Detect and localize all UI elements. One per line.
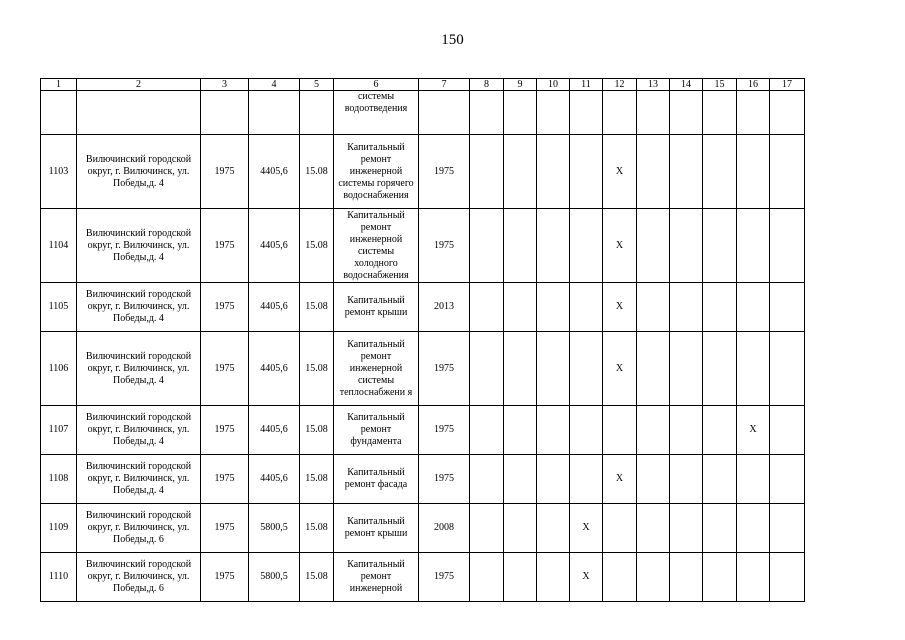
cell-address: Вилючинский городской округ, г. Вилючинск, ул. Победы,д. 4 — [77, 209, 201, 283]
header-col-7: 7 — [419, 79, 470, 91]
header-col-10: 10 — [537, 79, 570, 91]
cell-empty — [504, 135, 537, 209]
cell-work-type: Капитальный ремонт инженерной системы холодного водоснабжения — [334, 209, 419, 283]
cell-empty — [470, 135, 504, 209]
cell-empty — [703, 283, 737, 332]
cell-empty — [670, 553, 703, 602]
cell-area: 4405,6 — [249, 209, 300, 283]
cell-work-type: Капитальный ремонт крыши — [334, 504, 419, 553]
cell-build-year: 1975 — [201, 455, 249, 504]
cell-empty — [504, 504, 537, 553]
header-col-16: 16 — [737, 79, 770, 91]
cell-build-year: 1975 — [201, 553, 249, 602]
cell-empty — [703, 455, 737, 504]
cell-date: 15.08 — [300, 332, 334, 406]
cell-date: 15.08 — [300, 504, 334, 553]
cell-empty — [737, 91, 770, 135]
cell-empty — [537, 455, 570, 504]
cell-empty — [201, 91, 249, 135]
page-number: 150 — [441, 32, 464, 48]
continuation-row — [41, 91, 805, 135]
cell-empty — [537, 504, 570, 553]
cell-mark: X — [570, 553, 603, 602]
cell-empty — [670, 91, 703, 135]
cell-empty — [470, 455, 504, 504]
cell-empty — [770, 455, 805, 504]
header-col-14: 14 — [670, 79, 703, 91]
cell-mark: X — [603, 283, 637, 332]
cell-id: 1107 — [41, 406, 77, 455]
cell-empty — [537, 553, 570, 602]
cell-empty — [603, 406, 637, 455]
cell-empty — [637, 553, 670, 602]
cell-mark: X — [570, 504, 603, 553]
cell-address: Вилючинский городской округ, г. Вилючинск, ул. Победы,д. 4 — [77, 332, 201, 406]
cell-work-type: Капитальный ремонт крыши — [334, 283, 419, 332]
cell-date: 15.08 — [300, 283, 334, 332]
header-row — [41, 79, 805, 91]
cell-empty — [570, 209, 603, 283]
cell-date: 15.08 — [300, 406, 334, 455]
cell-empty — [770, 283, 805, 332]
cell-area: 4405,6 — [249, 332, 300, 406]
cell-work-year: 1975 — [419, 553, 470, 602]
cell-address: Вилючинский городской округ, г. Вилючинск, ул. Победы,д. 4 — [77, 406, 201, 455]
cell-address: Вилючинский городской округ, г. Вилючинск, ул. Победы,д. 6 — [77, 553, 201, 602]
header-col-6: 6 — [334, 79, 419, 91]
cell-empty — [703, 332, 737, 406]
cell-empty — [470, 406, 504, 455]
cell-area: 4405,6 — [249, 283, 300, 332]
cell-empty — [537, 135, 570, 209]
cell-date: 15.08 — [300, 209, 334, 283]
cell-empty — [300, 91, 334, 135]
cell-build-year: 1975 — [201, 406, 249, 455]
cell-id: 1109 — [41, 504, 77, 553]
cell-address: Вилючинский городской округ, г. Вилючинск, ул. Победы,д. 6 — [77, 504, 201, 553]
cell-area: 5800,5 — [249, 553, 300, 602]
header-col-5: 5 — [300, 79, 334, 91]
cell-empty — [703, 553, 737, 602]
cell-address: Вилючинский городской округ, г. Вилючинск, ул. Победы,д. 4 — [77, 135, 201, 209]
cell-area: 4405,6 — [249, 406, 300, 455]
cell-empty — [570, 406, 603, 455]
table-row — [41, 283, 805, 332]
header-col-17: 17 — [770, 79, 805, 91]
cell-empty — [737, 455, 770, 504]
cell-build-year: 1975 — [201, 209, 249, 283]
table-row — [41, 504, 805, 553]
cell-empty — [537, 209, 570, 283]
cell-mark: X — [603, 332, 637, 406]
cell-empty — [77, 91, 201, 135]
cell-empty — [249, 91, 300, 135]
cell-empty — [770, 135, 805, 209]
cell-empty — [737, 504, 770, 553]
cell-empty — [470, 553, 504, 602]
cell-empty — [537, 332, 570, 406]
cell-empty — [504, 332, 537, 406]
cell-area: 4405,6 — [249, 135, 300, 209]
cell-empty — [537, 91, 570, 135]
cell-build-year: 1975 — [201, 135, 249, 209]
cell-work-year: 2013 — [419, 283, 470, 332]
cell-id: 1105 — [41, 283, 77, 332]
cell-empty — [504, 209, 537, 283]
cell-work-year: 1975 — [419, 455, 470, 504]
cell-empty — [670, 455, 703, 504]
cell-empty — [637, 504, 670, 553]
cell-empty — [504, 91, 537, 135]
cell-empty — [703, 504, 737, 553]
cell-area: 5800,5 — [249, 504, 300, 553]
header-col-15: 15 — [703, 79, 737, 91]
cell-empty — [470, 504, 504, 553]
header-col-4: 4 — [249, 79, 300, 91]
cell-empty — [637, 406, 670, 455]
cell-address: Вилючинский городской округ, г. Вилючинск, ул. Победы,д. 4 — [77, 455, 201, 504]
cell-id: 1106 — [41, 332, 77, 406]
table-row — [41, 455, 805, 504]
cell-work-type: системы водоотведения — [334, 91, 419, 135]
header-col-13: 13 — [637, 79, 670, 91]
cell-empty — [603, 553, 637, 602]
cell-empty — [570, 91, 603, 135]
cell-empty — [770, 504, 805, 553]
cell-empty — [470, 209, 504, 283]
cell-work-year: 1975 — [419, 135, 470, 209]
cell-empty — [537, 406, 570, 455]
cell-empty — [737, 135, 770, 209]
header-col-1: 1 — [41, 79, 77, 91]
cell-empty — [737, 283, 770, 332]
cell-empty — [703, 406, 737, 455]
cell-empty — [737, 332, 770, 406]
cell-empty — [703, 135, 737, 209]
cell-work-type: Капитальный ремонт фасада — [334, 455, 419, 504]
cell-mark: X — [737, 406, 770, 455]
cell-build-year: 1975 — [201, 504, 249, 553]
cell-empty — [504, 406, 537, 455]
cell-empty — [770, 553, 805, 602]
cell-work-year: 2008 — [419, 504, 470, 553]
header-col-11: 11 — [570, 79, 603, 91]
cell-work-type: Капитальный ремонт инженерной — [334, 553, 419, 602]
cell-work-year: 1975 — [419, 209, 470, 283]
cell-empty — [637, 332, 670, 406]
cell-work-type: Капитальный ремонт фундамента — [334, 406, 419, 455]
cell-empty — [470, 283, 504, 332]
cell-mark: X — [603, 209, 637, 283]
cell-empty — [770, 332, 805, 406]
cell-mark: X — [603, 455, 637, 504]
cell-empty — [570, 283, 603, 332]
cell-id: 1103 — [41, 135, 77, 209]
cell-empty — [737, 209, 770, 283]
cell-work-year: 1975 — [419, 332, 470, 406]
cell-empty — [670, 504, 703, 553]
cell-mark: X — [603, 135, 637, 209]
cell-empty — [603, 504, 637, 553]
header-col-12: 12 — [603, 79, 637, 91]
cell-work-year: 1975 — [419, 406, 470, 455]
table-row — [41, 332, 805, 406]
header-col-2: 2 — [77, 79, 201, 91]
cell-empty — [670, 135, 703, 209]
cell-empty — [637, 455, 670, 504]
cell-build-year: 1975 — [201, 283, 249, 332]
table-row — [41, 553, 805, 602]
cell-empty — [603, 91, 637, 135]
header-col-8: 8 — [470, 79, 504, 91]
cell-empty — [504, 553, 537, 602]
cell-empty — [770, 209, 805, 283]
cell-date: 15.08 — [300, 455, 334, 504]
cell-empty — [737, 553, 770, 602]
header-col-9: 9 — [504, 79, 537, 91]
cell-area: 4405,6 — [249, 455, 300, 504]
cell-empty — [637, 91, 670, 135]
cell-empty — [670, 283, 703, 332]
cell-address: Вилючинский городской округ, г. Вилючинск, ул. Победы,д. 4 — [77, 283, 201, 332]
header-col-3: 3 — [201, 79, 249, 91]
cell-build-year: 1975 — [201, 332, 249, 406]
cell-empty — [703, 209, 737, 283]
cell-empty — [504, 455, 537, 504]
cell-empty — [419, 91, 470, 135]
table-row — [41, 135, 805, 209]
cell-empty — [537, 283, 570, 332]
cell-empty — [703, 91, 737, 135]
cell-id: 1104 — [41, 209, 77, 283]
cell-id: 1108 — [41, 455, 77, 504]
cell-empty — [504, 283, 537, 332]
cell-date: 15.08 — [300, 553, 334, 602]
cell-empty — [637, 135, 670, 209]
table-row — [41, 209, 805, 283]
repair-schedule-table — [40, 78, 805, 602]
cell-empty — [670, 406, 703, 455]
cell-empty — [770, 91, 805, 135]
cell-empty — [670, 209, 703, 283]
cell-id: 1110 — [41, 553, 77, 602]
cell-empty — [570, 455, 603, 504]
table-row — [41, 406, 805, 455]
cell-empty — [470, 91, 504, 135]
cell-empty — [570, 135, 603, 209]
cell-date: 15.08 — [300, 135, 334, 209]
cell-empty — [670, 332, 703, 406]
cell-empty — [770, 406, 805, 455]
cell-empty — [470, 332, 504, 406]
cell-work-type: Капитальный ремонт инженерной системы горячего водоснабжения — [334, 135, 419, 209]
cell-work-type: Капитальный ремонт инженерной системы теплоснабжени я — [334, 332, 419, 406]
cell-empty — [637, 283, 670, 332]
cell-empty — [570, 332, 603, 406]
cell-empty — [41, 91, 77, 135]
cell-empty — [637, 209, 670, 283]
